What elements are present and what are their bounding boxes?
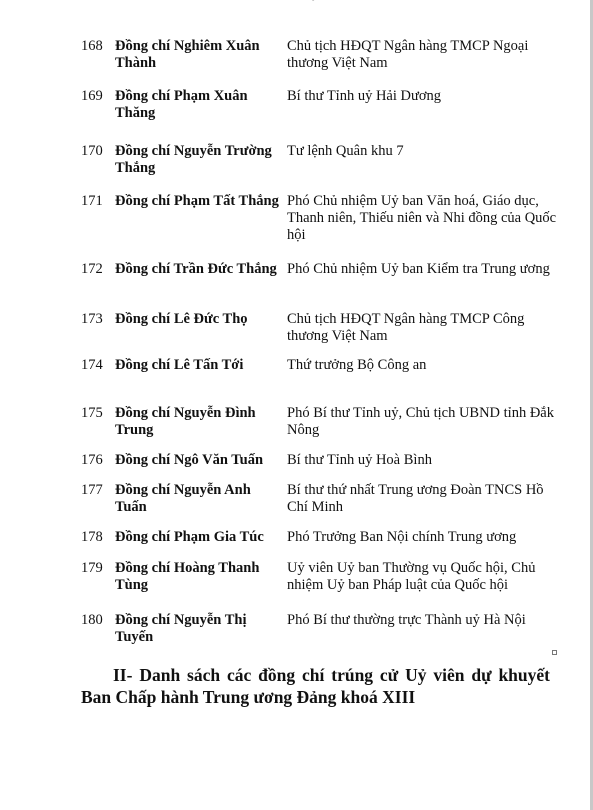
row-number: 175 [81, 405, 103, 421]
row-number: 171 [81, 193, 103, 209]
top-marker: ° [312, 0, 315, 5]
row-number: 174 [81, 357, 103, 373]
member-position: Phó Trưởng Ban Nội chính Trung ương [287, 529, 517, 545]
member-name: Đồng chí Phạm Xuân Thăng [115, 88, 248, 121]
member-name: Đồng chí Nghiêm Xuân Thành [115, 38, 260, 71]
member-position: Tư lệnh Quân khu 7 [287, 143, 404, 159]
member-name: Đồng chí Ngô Văn Tuấn [115, 452, 264, 468]
member-position: Phó Bí thư Tỉnh uỷ, Chủ tịch UBND tỉnh Đắk Nông [287, 405, 554, 438]
member-name: Đồng chí Nguyễn Đình Trung [115, 405, 256, 438]
section-heading-text: II- Danh sách các đồng chí trúng cử Uỷ viên dự khuyết Ban Chấp hành Trung ương Đảng khoá XIII [81, 665, 550, 707]
row-number: 180 [81, 612, 103, 628]
row-number: 172 [81, 261, 103, 277]
member-name: Đồng chí Lê Tấn Tới [115, 357, 244, 373]
member-name: Đồng chí Nguyễn Trường Thắng [115, 143, 272, 176]
member-position: Thứ trưởng Bộ Công an [287, 357, 427, 373]
member-position: Phó Chủ nhiệm Uỷ ban Kiểm tra Trung ương [287, 261, 550, 277]
member-position: Uỷ viên Uỷ ban Thường vụ Quốc hội, Chủ nhiệm Uỷ ban Pháp luật của Quốc hội [287, 560, 536, 593]
member-name: Đồng chí Phạm Gia Túc [115, 529, 264, 545]
row-number: 168 [81, 38, 103, 54]
member-name: Đồng chí Nguyễn Anh Tuấn [115, 482, 251, 515]
member-name: Đồng chí Lê Đức Thọ [115, 311, 248, 327]
row-number: 177 [81, 482, 103, 498]
section-heading [81, 664, 550, 708]
row-number: 178 [81, 529, 103, 545]
row-number: 173 [81, 311, 103, 327]
member-name: Đồng chí Hoàng Thanh Tùng [115, 560, 260, 593]
member-name: Đồng chí Trần Đức Thắng [115, 261, 277, 277]
member-position: Bí thư Tỉnh uỷ Hoà Bình [287, 452, 432, 468]
member-position: Chủ tịch HĐQT Ngân hàng TMCP Ngoại thương Việt Nam [287, 38, 529, 71]
row-number: 176 [81, 452, 103, 468]
member-position: Phó Bí thư thường trực Thành uỷ Hà Nội [287, 612, 526, 628]
member-position: Phó Chủ nhiệm Uỷ ban Văn hoá, Giáo dục, Thanh niên, Thiếu niên và Nhi đồng của Quốc hội [287, 193, 557, 243]
member-position: Chủ tịch HĐQT Ngân hàng TMCP Công thương Việt Nam [287, 311, 525, 344]
member-name: Đồng chí Phạm Tất Thắng [115, 193, 279, 209]
row-number: 169 [81, 88, 103, 104]
row-number: 170 [81, 143, 103, 159]
member-position: Bí thư Tỉnh uỷ Hải Dương [287, 88, 442, 104]
member-name: Đồng chí Nguyễn Thị Tuyến [115, 612, 247, 645]
paragraph-end-marker [552, 650, 557, 655]
member-position: Bí thư thứ nhất Trung ương Đoàn TNCS Hồ Chí Minh [287, 482, 544, 515]
row-number: 179 [81, 560, 103, 576]
